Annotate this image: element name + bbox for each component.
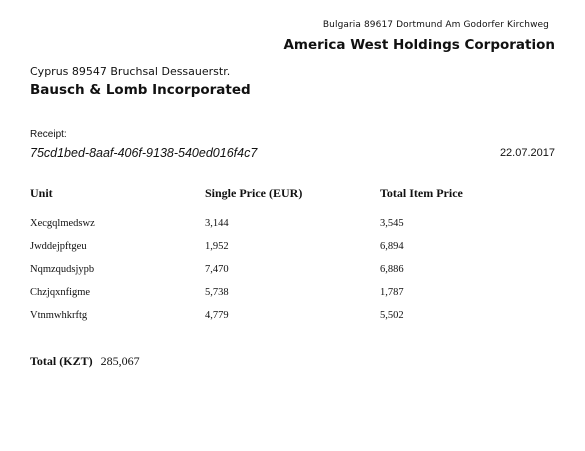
cell-total-item-price: 3,545 [380,218,404,229]
total-value: 285,067 [100,354,140,368]
cell-total-item-price: 6,894 [380,241,404,252]
header-total-item-price: Total Item Price [380,186,463,200]
sender-name: America West Holdings Corporation [283,37,555,53]
cell-single-price: 1,952 [205,241,229,252]
total-label: Total (KZT) [30,354,93,368]
cell-unit: Chzjqxnfigme [30,287,91,298]
cell-total-item-price: 1,787 [380,287,404,298]
cell-unit: Nqmzqudsjypb [30,264,95,275]
header-unit: Unit [30,186,53,200]
receipt-label: Receipt: [30,129,67,140]
cell-single-price: 3,144 [205,218,229,229]
recipient-name: Bausch & Lomb Incorporated [30,82,251,98]
cell-single-price: 7,470 [205,264,229,275]
cell-total-item-price: 6,886 [380,264,404,275]
cell-unit: Xecgqlmedswz [30,218,95,229]
cell-unit: Jwddejpftgeu [30,241,87,252]
sender-address: Bulgaria 89617 Dortmund Am Godorfer Kirchweg [322,20,549,30]
header-single-price: Single Price (EUR) [205,186,303,200]
receipt-date: 22.07.2017 [499,147,555,159]
total-row [30,354,140,369]
cell-single-price: 5,738 [205,287,229,298]
recipient-address: Cyprus 89547 Bruchsal Dessauerstr. [30,65,231,78]
receipt-id: 75cd1bed-8aaf-406f-9138-540ed016f4c7 [30,146,258,160]
cell-single-price: 4,779 [205,310,229,321]
cell-unit: Vtnmwhkrftg [30,310,88,321]
cell-total-item-price: 5,502 [380,310,404,321]
